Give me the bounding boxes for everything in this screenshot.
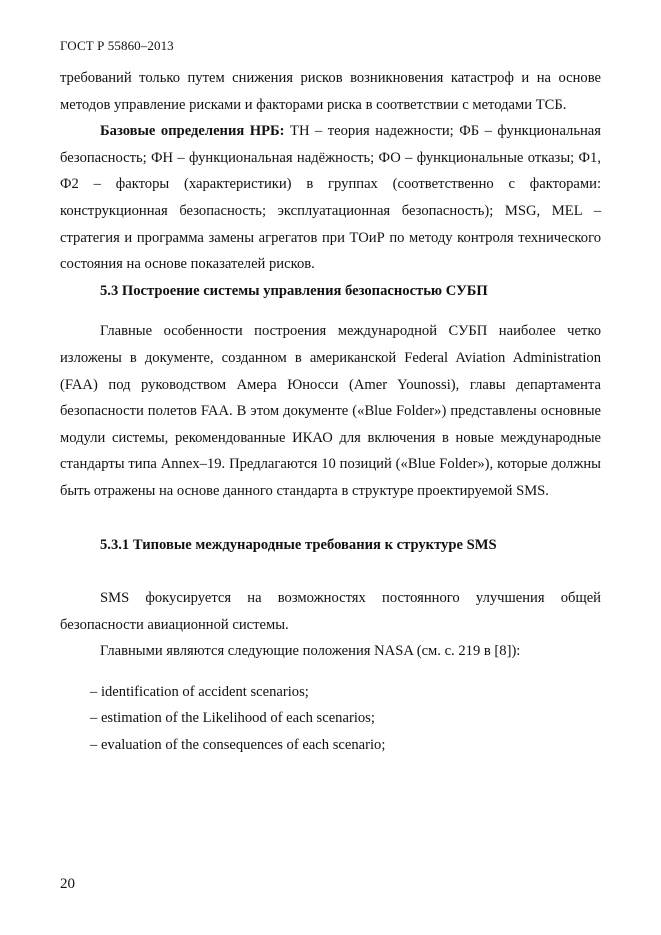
spacer [60,665,601,679]
page-number: 20 [60,876,75,892]
paragraph-nasa-provisions: Главными являются следующие положения NASA (см. с. 219 в [8]): [100,643,521,660]
paragraph-risk-methods: требований только путем снижения рисков возникновения катастроф и на основе методов управление рисками и факторами риска в соответствии с методами ТСБ. [60,70,601,113]
section-heading-5-3-1: 5.3.1 Типовые международные требования к структуре SMS [100,536,497,553]
paragraph-sms-focus: SMS фокусируется на возможностях постоянного улучшения общей безопасности авиационной системы. [60,590,601,633]
definitions-text: ТН – теория надежности; ФБ – функциональная безопасность; ФН – функциональная надёжность; ФО – функциональные отказы; Ф1, Ф2 – факторы (характеристики) в группах (соответственно с факторами: конструкционная безопасность; эксплуатационная безопасность); MSG, MEL – стратегия и программа замены агрегатов при ТОиР по методу контроля технического состояния на основе показателей рисков. [60,123,601,273]
paragraph-basic-definitions [60,118,601,278]
paragraph-subp-features: Главные особенности построения международной СУБП наиболее четко изложены в документе, созданном в американской Federal Aviation Administration (FAA) под руководством Амера Юносси (Amer Younossi), главы департамента безопасности полетов FAA. В этом документе («Blue Folder») представлены основные модули системы, рекомендованные ИКАО для включения в новые международные стандарты типа Annex–19. Предлагаются 10 позиций («Blue Folder»), которые должны быть отражены на основе данного стандарта в структуре проектируемой SMS. [60,323,601,499]
spacer [60,505,601,532]
standard-code-header: ГОСТ Р 55860–2013 [60,38,174,53]
document-body [60,65,601,759]
list-item: – identification of accident scenarios; [90,683,309,700]
definitions-label: Базовые определения НРБ: [100,123,285,140]
list-item: – evaluation of the consequences of each scenario; [90,737,386,754]
list-item: – estimation of the Likelihood of each scenarios; [90,710,375,727]
spacer [60,558,601,585]
spacer [60,304,601,318]
section-heading-5-3: 5.3 Построение системы управления безопасностью СУБП [100,282,488,299]
nasa-provisions-list [90,679,601,759]
